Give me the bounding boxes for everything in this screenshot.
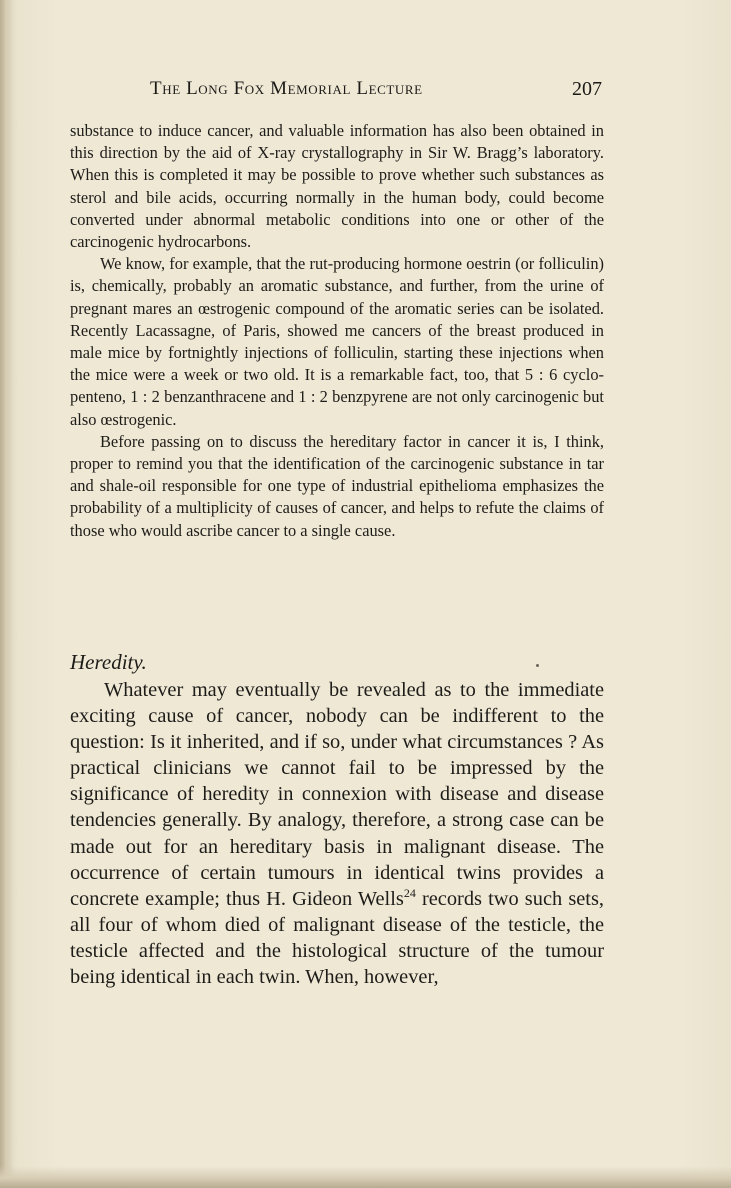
- footnote-reference: 24: [403, 885, 416, 900]
- paragraph-heredity: [70, 677, 604, 990]
- spine-shadow: [0, 0, 14, 1188]
- paragraph-oestrin: We know, for example, that the rut-producing hormone oestrin (or folliculin) is, chemically, probably an aromatic substance, and further, from the urine of pregnant mares an œstrogenic compound of the aromatic series can be isolated. Recently Lacassagne, of Paris, showed me cancers of the breast produced in male mice by fortnightly injections of folliculin, starting these injections when the mice were a week or two old. It is a remarkable fact, too, that 5 : 6 cyclo-penteno, 1 : 2 benzanthracene and 1 : 2 benzpyrene are not only carcinogenic but also œstrogenic.: [70, 254, 604, 429]
- paragraph-continuation: substance to induce cancer, and valuable information has also been obtained in this direction by the aid of X-ray crystallography in Sir W. Bragg’s laboratory. When this is completed it may be possible to prove whether such substances as sterol and bile acids, occurring normally in the human body, could become converted under abnormal metabolic conditions into one or other of the carcinogenic hydrocarbons.: [70, 121, 604, 252]
- heredity-text-part2: records two such sets, all four of whom died of malignant disease of the testicle, the testicle affected and the histological structure of the tumour being identical in each twin. When, however,: [70, 887, 604, 989]
- body-text-block: [70, 120, 604, 542]
- heredity-text-part1: Whatever may eventually be revealed as to the immediate exciting cause of cancer, nobody can be indifferent to the question: Is it inherited, and if so, under what circumstances ? As practical clinicians we cannot fail to be impressed by the significance of heredity in connexion with disease and disease tendencies generally. By analogy, therefore, a strong case can be made out for an hereditary basis in malignant disease. The occurrence of certain tumours in identical twins provides a concrete example; thus H. Gideon Wells: [70, 679, 604, 910]
- page-number: 207: [572, 78, 602, 100]
- ink-speck: [536, 664, 539, 667]
- paragraph-multiplicity: Before passing on to discuss the hereditary factor in cancer it is, I think, proper to remind you that the identification of the carcinogenic substance in tar and shale-oil responsible for one type of industrial epithelioma emphasizes the probability of a multiplicity of causes of cancer, and helps to refute the claims of those who would ascribe cancer to a single cause.: [70, 431, 604, 540]
- running-header: [150, 78, 602, 104]
- heredity-text-block: [70, 677, 604, 990]
- page-bottom-edge: [0, 1166, 731, 1188]
- running-title: The Long Fox Memorial Lecture: [150, 78, 423, 99]
- section-heading: Heredity.: [70, 650, 147, 674]
